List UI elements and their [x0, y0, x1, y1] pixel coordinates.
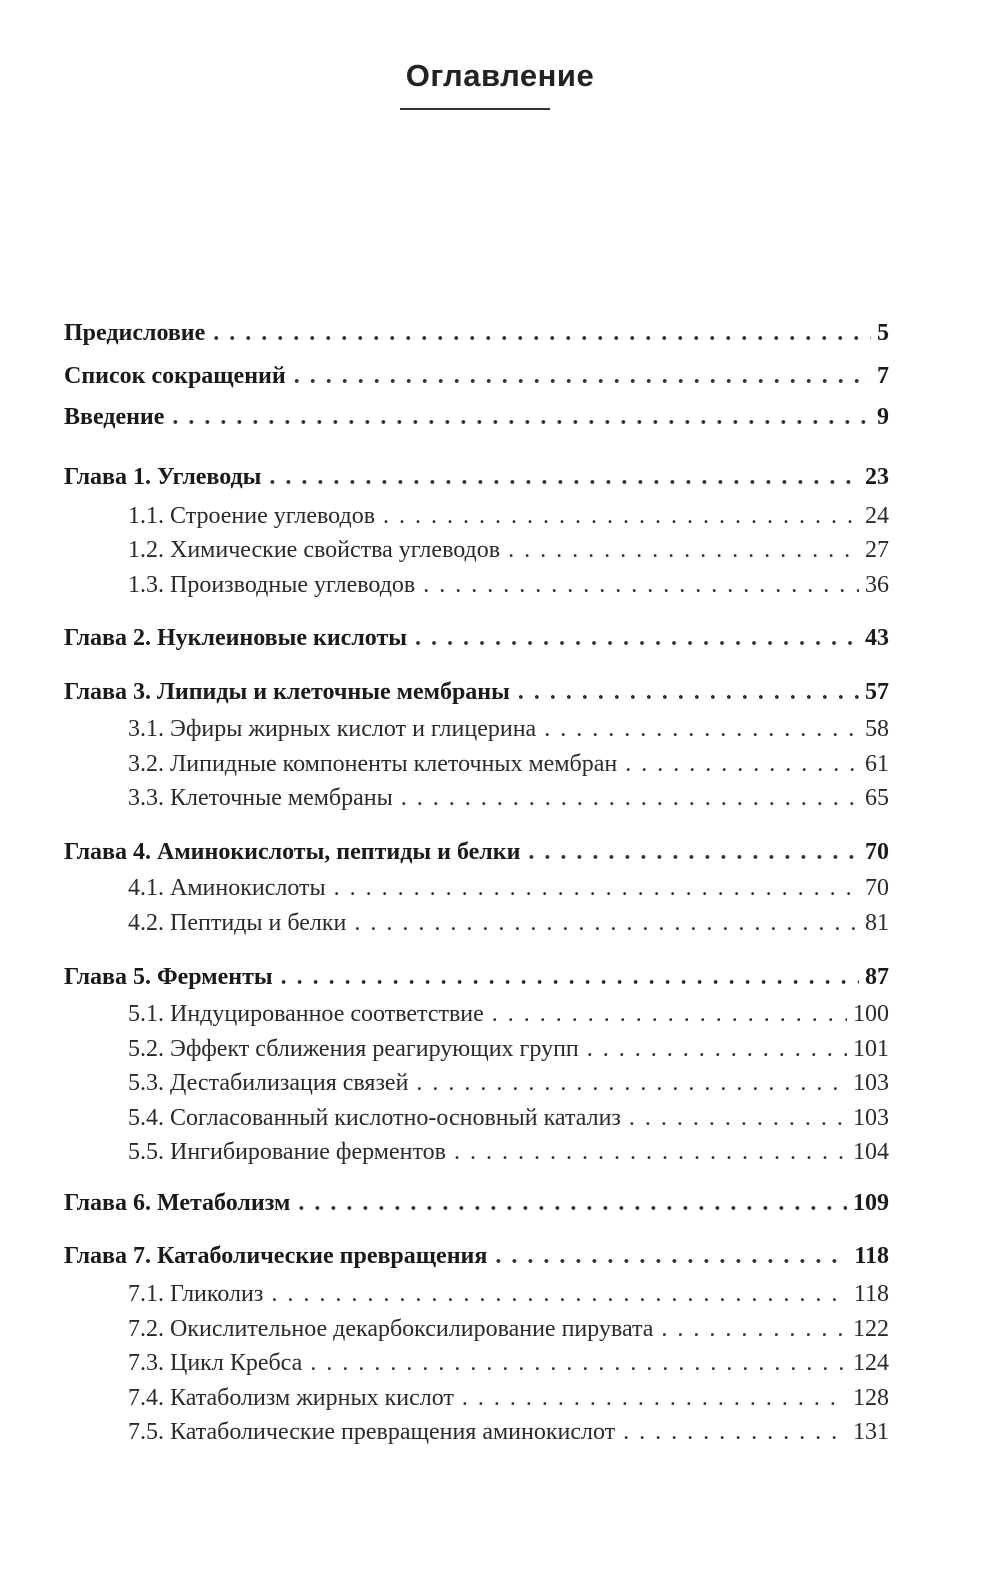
toc-dot-leader [213, 318, 871, 348]
toc-dot-leader [298, 1188, 847, 1218]
toc-entry-label: Введение [64, 404, 165, 430]
toc-page-number: 23 [865, 464, 889, 490]
toc-page-number: 104 [853, 1139, 889, 1165]
toc-chapter-entry [64, 318, 889, 348]
toc-chapter-entry [64, 962, 889, 992]
toc-dot-leader [281, 962, 859, 992]
toc-dot-leader [415, 623, 859, 653]
toc-page-number: 131 [853, 1419, 889, 1445]
toc-page-number: 118 [853, 1281, 889, 1307]
toc-section-entry [128, 1279, 889, 1309]
toc-page-number: 70 [865, 875, 889, 901]
toc-page-number: 103 [853, 1105, 889, 1131]
toc-entry-label: Предисловие [64, 320, 206, 346]
toc-page-number: 5 [877, 320, 889, 346]
toc-dot-leader [454, 1137, 847, 1167]
toc-dot-leader [629, 1103, 847, 1133]
toc-entry-label: Глава 7. Катаболические превращения [64, 1243, 488, 1269]
toc-dot-leader [401, 783, 859, 813]
toc-section-entry [128, 908, 889, 938]
toc-page-number: 57 [865, 679, 889, 705]
toc-dot-leader [269, 462, 859, 492]
toc-entry-label: Глава 5. Ферменты [64, 964, 273, 990]
toc-dot-leader [528, 837, 859, 867]
toc-chapter-entry [64, 677, 889, 707]
toc-entry-label: 1.3. Производные углеводов [128, 572, 416, 598]
toc-entry-label: 7.1. Гликолиз [128, 1281, 264, 1307]
toc-section-entry [128, 783, 889, 813]
toc-dot-leader [383, 501, 859, 531]
toc-entry-label: 3.3. Клеточные мембраны [128, 785, 393, 811]
toc-dot-leader [310, 1348, 847, 1378]
toc-page-number: 81 [865, 910, 889, 936]
toc-entry-label: 3.1. Эфиры жирных кислот и глицерина [128, 716, 537, 742]
toc-page-number: 122 [853, 1316, 889, 1342]
toc-dot-leader [518, 677, 859, 707]
toc-entry-label: Глава 1. Углеводы [64, 464, 262, 490]
toc-dot-leader [423, 570, 859, 600]
toc-page-number: 7 [877, 363, 889, 389]
toc-dot-leader [271, 1279, 848, 1309]
toc-entry-label: 7.2. Окислительное декарбоксилирование пирувата [128, 1316, 654, 1342]
toc-page-number: 36 [865, 572, 889, 598]
toc-entry-label: Глава 4. Аминокислоты, пептиды и белки [64, 839, 521, 865]
toc-dot-leader [416, 1068, 847, 1098]
toc-entry-label: 7.5. Катаболические превращения аминокислот [128, 1419, 616, 1445]
toc-dot-leader [587, 1034, 847, 1064]
toc-page-number: 118 [854, 1243, 889, 1269]
toc-entry-label: Глава 2. Нуклеиновые кислоты [64, 625, 407, 651]
toc-page-number: 61 [865, 751, 889, 777]
toc-section-entry [128, 1314, 889, 1344]
toc-page-number: 101 [853, 1036, 889, 1062]
toc-chapter-entry [64, 361, 889, 391]
toc-page-number: 128 [853, 1385, 889, 1411]
toc-entry-label: 4.1. Аминокислоты [128, 875, 326, 901]
toc-dot-leader [492, 999, 847, 1029]
toc-dot-leader [172, 402, 871, 432]
toc-section-entry [128, 749, 889, 779]
toc-entry-label: Список сокращений [64, 363, 286, 389]
toc-dot-leader [294, 361, 871, 391]
toc-section-entry [128, 1417, 889, 1447]
toc-section-entry [128, 999, 889, 1029]
toc-page-number: 100 [853, 1001, 889, 1027]
toc-entry-label: 5.2. Эффект сближения реагирующих групп [128, 1036, 579, 1062]
toc-section-entry [128, 501, 889, 531]
toc-dot-leader [623, 1417, 847, 1447]
toc-page-number: 87 [865, 964, 889, 990]
toc-dot-leader [495, 1241, 848, 1271]
toc-dot-leader [544, 714, 859, 744]
toc-section-entry [128, 1034, 889, 1064]
toc-chapter-entry [64, 402, 889, 432]
toc-page-number: 70 [865, 839, 889, 865]
toc-page-number: 103 [853, 1070, 889, 1096]
toc-dot-leader [462, 1383, 847, 1413]
toc-entry-label: 5.3. Дестабилизация связей [128, 1070, 409, 1096]
toc-entry-label: 7.3. Цикл Кребса [128, 1350, 303, 1376]
toc-dot-leader [625, 749, 859, 779]
toc-entry-label: 7.4. Катаболизм жирных кислот [128, 1385, 454, 1411]
toc-dot-leader [508, 535, 859, 565]
toc-page-number: 9 [877, 404, 889, 430]
toc-chapter-entry [64, 837, 889, 867]
toc-section-entry [128, 1068, 889, 1098]
toc-section-entry [128, 1103, 889, 1133]
toc-page-number: 124 [853, 1350, 889, 1376]
toc-chapter-entry [64, 1241, 889, 1271]
toc-dot-leader [661, 1314, 847, 1344]
toc-page-number: 24 [865, 503, 889, 529]
toc-chapter-entry [64, 462, 889, 492]
toc-entry-label: 5.4. Согласованный кислотно-основный катализ [128, 1105, 621, 1131]
toc-section-entry [128, 570, 889, 600]
toc-chapter-entry [64, 1188, 889, 1218]
toc-chapter-entry [64, 623, 889, 653]
toc-dot-leader [354, 908, 859, 938]
toc-section-entry [128, 535, 889, 565]
toc-page-number: 58 [865, 716, 889, 742]
toc-page-number: 109 [853, 1190, 889, 1216]
toc-section-entry [128, 1137, 889, 1167]
toc-entry-label: 3.2. Липидные компоненты клеточных мембран [128, 751, 618, 777]
toc-page-number: 43 [865, 625, 889, 651]
toc-entry-label: 5.1. Индуцированное соответствие [128, 1001, 484, 1027]
toc-entry-label: Глава 6. Метаболизм [64, 1190, 291, 1216]
toc-page-number: 27 [865, 537, 889, 563]
toc-section-entry [128, 714, 889, 744]
toc-entry-label: Глава 3. Липиды и клеточные мембраны [64, 679, 510, 705]
toc-entry-label: 4.2. Пептиды и белки [128, 910, 347, 936]
toc-entry-label: 5.5. Ингибирование ферментов [128, 1139, 446, 1165]
toc-page-number: 65 [865, 785, 889, 811]
toc-dot-leader [334, 873, 859, 903]
toc-entry-label: 1.2. Химические свойства углеводов [128, 537, 501, 563]
toc-section-entry [128, 1383, 889, 1413]
toc-entry-label: 1.1. Строение углеводов [128, 503, 376, 529]
page-title: Оглавление [405, 58, 595, 93]
toc-section-entry [128, 873, 889, 903]
toc-section-entry [128, 1348, 889, 1378]
